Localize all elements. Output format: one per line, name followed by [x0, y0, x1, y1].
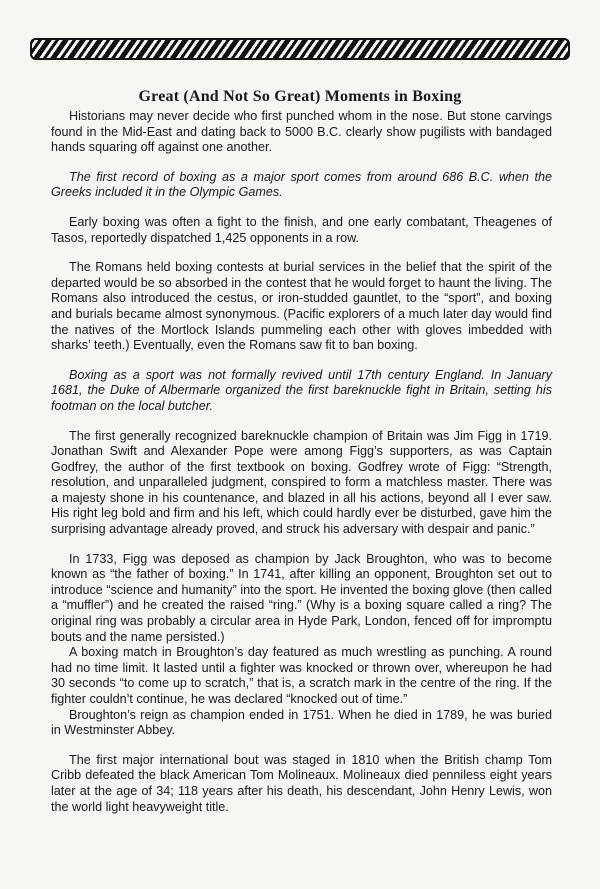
paragraph: Boxing as a sport was not formally revived until 17th century England. In January 1681, the Duke of Albermarle organized the first bareknuckle fight in Britain, setting his footman on the local butcher. — [51, 367, 552, 413]
paragraph: Historians may never decide who first punched whom in the nose. But stone carvings found in the Mid-East and dating back to 5000 B.C. clearly show pugilists with bandaged hands squaring off against one another. — [51, 109, 552, 155]
paragraph: Broughton’s reign as champion ended in 1751. When he died in 1789, he was buried in Westminster Abbey. — [51, 707, 552, 738]
paragraph: Early boxing was often a fight to the finish, and one early combatant, Theagenes of Tasos, reportedly dispatched 1,425 opponents in a row. — [51, 214, 552, 245]
paragraph: A boxing match in Broughton’s day featured as much wrestling as punching. A round had no time limit. It lasted until a fighter was knocked or thrown over, whereupon he had 30 seconds “to come up to scratch,” that is, a scratch mark in the centre of the ring. If the fighter couldn’t continue, he was declared “knocked out of time.” — [51, 645, 552, 706]
paragraph: The first generally recognized bareknuckle champion of Britain was Jim Figg in 1719. Jonathan Swift and Alexander Pope were among Figg’s supporters, as was Captain Godfrey, the author of the first textbook on boxing. Godfrey wrote of Figg: “Strength, resolution, and unparalleled judgment, conspired to form a matchless master. There was a majesty shone in his countenance, and blazed in all his actions, beyond all I ever saw. His right leg bold and firm and his left, which could hardly ever be disturbed, gave him the surprising advantage already proved, and struck his adversary with despair and panic.” — [51, 428, 552, 537]
paragraph: The Romans held boxing contests at burial services in the belief that the spirit of the departed would be so absorbed in the contest that he would forget to haunt the living. The Romans also introduced the cestus, or iron-studded gauntlet, to the “sport”, and boxing and burials became almost synonymous. (Pacific explorers of a much later day would find the natives of the Mortlock Islands pummeling each other with gloves imbedded with sharks’ teeth.) Eventually, even the Romans saw fit to ban boxing. — [51, 260, 552, 353]
paragraph: In 1733, Figg was deposed as champion by Jack Broughton, who was to become known as “the father of boxing.” In 1741, after killing an opponent, Broughton set out to introduce “science and humanity” into the sport. He invented the boxing glove (then called a “muffler”) and he created the raised “ring.” (Why is a boxing square called a ring? The original ring was probably a circular area in Hyde Park, London, fenced off for impromptu bouts and the name persisted.) — [51, 551, 552, 644]
page-title: Great (And Not So Great) Moments in Boxing — [138, 88, 462, 105]
paragraph: The first record of boxing as a major sport comes from around 686 B.C. when the Greeks included it in the Olympic Games. — [51, 169, 552, 200]
paragraph: The first major international bout was staged in 1810 when the British champ Tom Cribb defeated the black American Tom Molineaux. Molineaux died penniless eight years later at the age of 34; 118 years after his death, his descendant, John Henry Lewis, won the world light heavyweight title. — [51, 752, 552, 814]
rope-border-decoration — [30, 38, 570, 60]
article-body — [51, 109, 552, 815]
